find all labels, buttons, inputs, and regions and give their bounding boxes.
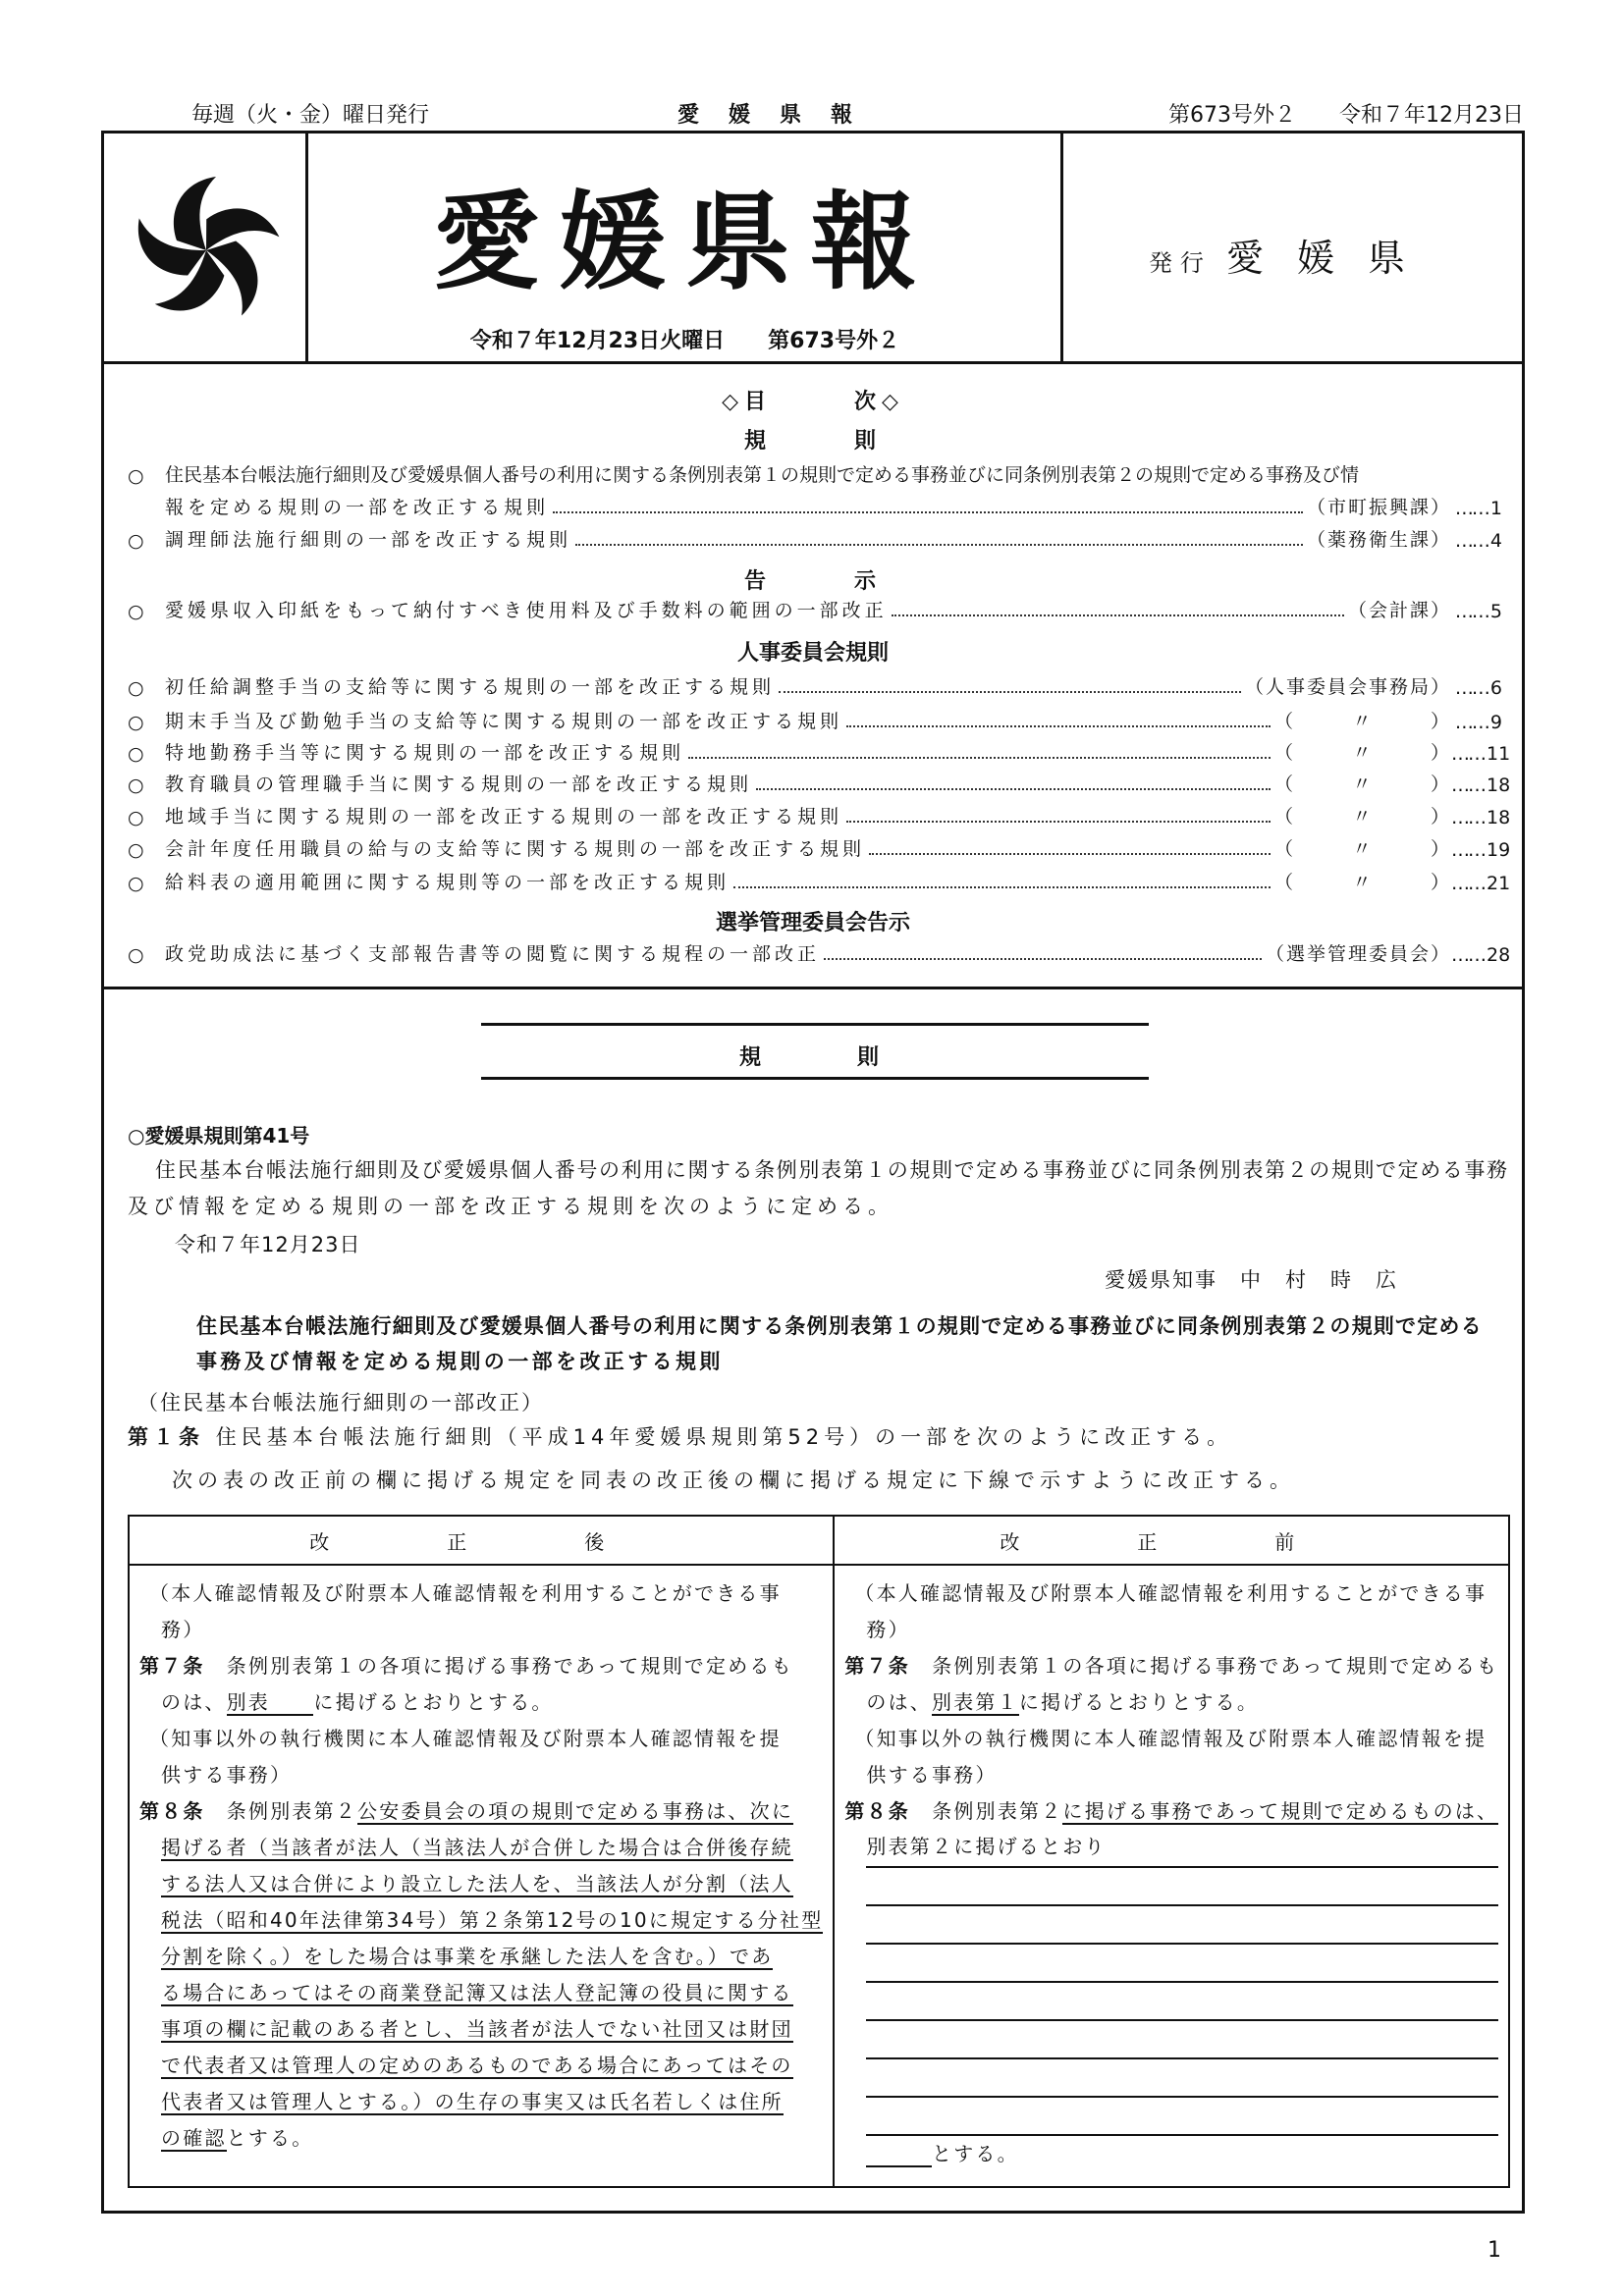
table-line (139, 1757, 823, 1793)
toc-item-dept: （ 〃 ） (1274, 738, 1451, 765)
ditto-mark: 〃 (1352, 872, 1374, 893)
toc-item-title: 報を定める規則の一部を改正する規則 (165, 497, 550, 518)
table-text: （本人確認情報及び附票本人確認情報を利用することができる事 (854, 1581, 1488, 1605)
table-text: 別表第２に掲げるとおり (866, 1835, 1107, 1858)
section-rule-bottom (481, 1077, 1149, 1080)
signer: 愛媛県知事 中 村 時 広 (1105, 1268, 1398, 1292)
table-line (139, 2084, 823, 2120)
table-text: 務） (161, 1618, 205, 1641)
toc-item-page: …… 1 (1451, 498, 1502, 519)
dot-leader (733, 886, 1271, 888)
table-line (844, 1612, 1498, 1648)
toc-item-title: 地域手当に関する規則の一部を改正する規則の一部を改正する規則 (165, 806, 843, 828)
article-label: 第７条 (844, 1654, 911, 1678)
table-line (139, 2011, 823, 2048)
table-line (844, 1721, 1498, 1757)
underlined-amendment: 事項の欄に記載のある者とし、当該者が法人でない社団又は財団 (161, 2017, 793, 2041)
toc-item-dept: （市町振興課） (1306, 497, 1451, 518)
ditto-mark: 〃 (1352, 742, 1374, 764)
table-line (139, 1866, 823, 1902)
table-line (139, 1648, 823, 1684)
dot-leader (824, 958, 1262, 960)
bullet-circle-icon: ○ (128, 944, 144, 966)
publisher (1062, 228, 1525, 282)
section-heading: 規 則 (738, 1045, 887, 1070)
table-text: のは、 (161, 1690, 227, 1714)
toc-item-title: 会計年度任用職員の給与の支給等に関する規則の一部を改正する規則 (165, 838, 866, 860)
article-label: 第８条 (139, 1799, 205, 1823)
toc-item[interactable] (128, 869, 1511, 894)
toc-item-page: …… 6 (1451, 677, 1502, 699)
preamble-line: 及び情報を定める規則の一部を改正する規則を次のように定める。 (128, 1195, 893, 1218)
table-line (844, 1793, 1498, 1830)
toc-item-title: 調理師法施行細則の一部を改正する規則 (165, 529, 572, 551)
toc-item-page: …… 18 (1451, 807, 1502, 828)
table-line (866, 2098, 1498, 2136)
table-line (866, 2021, 1498, 2059)
table-text: のは、 (866, 1690, 933, 1714)
table-line (844, 1684, 1498, 1721)
dot-leader (846, 725, 1271, 727)
toc-item-title: 住民基本台帳法施行細則及び愛媛県個人番号の利用に関する条例別表第１の規則で定める事務並びに同条例別表第２の規則で定める事務及び情 (165, 464, 1360, 486)
table-line (139, 1793, 823, 1830)
toc-item[interactable] (128, 673, 1502, 699)
dot-leader (553, 511, 1303, 513)
toc-item-page: …… 18 (1451, 774, 1502, 796)
table-line (866, 1906, 1498, 1945)
bullet-circle-icon: ○ (128, 601, 144, 622)
table-text: （知事以外の執行機関に本人確認情報及び附票本人確認情報を提 (854, 1727, 1488, 1750)
toc-section-title: 規 則 (743, 429, 882, 454)
article-1 (128, 1421, 1232, 1451)
toc-item-page: …… 9 (1451, 712, 1502, 733)
table-line (139, 2120, 823, 2157)
toc-item-dept: （会計課） (1347, 600, 1451, 621)
article-label: 第７条 (139, 1654, 205, 1678)
toc-item-title: 愛媛県収入印紙をもって納付すべき使用料及び手数料の範囲の一部改正 (165, 600, 888, 621)
column-header-before: 改 正 前 (834, 1516, 1509, 1565)
toc-item-page: …… 21 (1451, 873, 1502, 894)
table-line (139, 1939, 823, 1975)
ditto-mark: 〃 (1352, 838, 1374, 860)
toc-heading: ◇目 次◇ (722, 390, 904, 414)
before-column (834, 1565, 1509, 2187)
underlined-amendment: 別表 (226, 1690, 314, 1714)
amending-regulation-title: 住民基本台帳法施行細則及び愛媛県個人番号の利用に関する条例別表第１の規則で定める事務並びに同条例別表第２の規則で定める (196, 1314, 1483, 1338)
toc-item[interactable] (128, 739, 1511, 765)
toc-item-continued[interactable] (128, 494, 1502, 519)
publication-frequency: 毎週（火・金）曜日発行 (191, 103, 430, 128)
toc-item-dept: （ 〃 ） (1274, 707, 1451, 733)
table-line (139, 1975, 823, 2011)
table-line (866, 1983, 1498, 2021)
comparison-table (128, 1515, 1510, 2188)
underlined-amendment: に掲げる事務であって規則で定めるものは、 (1062, 1799, 1499, 1823)
table-text: 条例別表第１の各項に掲げる事務であって規則で定めるも (910, 1654, 1499, 1678)
table-line (844, 1575, 1498, 1612)
regulation-number: ○愛媛県規則第41号 (128, 1124, 310, 1148)
underlined-amendment: する法人又は合併により設立した法人を、当該法人が分割（法人 (161, 1872, 793, 1896)
toc-item-title: 初任給調整手当の支給等に関する規則の一部を改正する規則 (165, 676, 776, 698)
table-text: 条例別表第２ (204, 1799, 358, 1823)
dot-leader (892, 614, 1344, 616)
amendment-instruction: 次の表の改正前の欄に掲げる規定を同表の改正後の欄に掲げる規定に下線で示すように改正する。 (172, 1468, 1295, 1492)
prefecture-emblem-logo (128, 172, 285, 329)
table-line (139, 1721, 823, 1757)
toc-item-dept: （薬務衛生課） (1306, 529, 1451, 551)
toc-item-page: …… 11 (1451, 743, 1502, 765)
underlined-amendment: る場合にあってはその商業登記簿又は法人登記簿の役員に関する (161, 1981, 793, 2004)
table-text: 条例別表第２ (910, 1799, 1063, 1823)
bullet-circle-icon: ○ (128, 873, 144, 894)
page-number: 1 (1488, 2238, 1501, 2263)
article-caption: （住民基本台帳法施行細則の一部改正） (137, 1391, 544, 1415)
table-text: に掲げるとおりとする。 (1018, 1690, 1260, 1714)
table-text: 条例別表第１の各項に掲げる事務であって規則で定めるも (204, 1654, 793, 1678)
toc-item-page: …… 4 (1451, 530, 1502, 552)
table-line (139, 1575, 823, 1612)
publisher-name: 愛媛県 (1226, 237, 1439, 280)
toc-item-dept: （ 〃 ） (1274, 834, 1451, 861)
toc-section-title: 告 示 (743, 569, 882, 594)
toc-item-dept: （ 〃 ） (1274, 802, 1451, 828)
toc-item-page: …… 19 (1451, 839, 1502, 861)
table-text: （本人確認情報及び附票本人確認情報を利用することができる事 (149, 1581, 782, 1605)
dot-leader (779, 691, 1241, 693)
toc-item-title: 政党助成法に基づく支部報告書等の閲覧に関する規程の一部改正 (165, 943, 821, 965)
bullet-circle-icon: ○ (128, 465, 144, 487)
table-text: 供する事務） (161, 1763, 293, 1787)
table-text: 務） (866, 1618, 910, 1641)
toc-section-title: 人事委員会規則 (736, 641, 889, 666)
table-line (844, 2136, 1498, 2172)
section-rule-top (481, 1023, 1149, 1026)
table-line (139, 1612, 823, 1648)
table-line (866, 2059, 1498, 2098)
article-text: 住民基本台帳法施行細則（平成14年愛媛県規則第52号）の一部を次のように改正する。 (215, 1425, 1233, 1449)
table-line (866, 1868, 1498, 1906)
dot-leader (688, 757, 1271, 759)
toc-item-title: 期末手当及び勤勉手当の支給等に関する規則の一部を改正する規則 (165, 711, 843, 732)
column-header-after: 改 正 後 (129, 1516, 834, 1565)
toc-item[interactable] (128, 461, 1502, 487)
bullet-circle-icon: ○ (128, 774, 144, 796)
masthead-bottom-rule (101, 361, 1525, 364)
toc-item[interactable] (128, 526, 1502, 552)
toc-item-page: …… 28 (1451, 944, 1502, 966)
toc-item-title: 給料表の適用範囲に関する規則等の一部を改正する規則 (165, 872, 730, 893)
toc-item-page: …… 5 (1451, 601, 1502, 622)
masthead-title: 愛媛県報 (433, 182, 937, 304)
toc-item-dept: （ 〃 ） (1274, 868, 1451, 894)
toc-section-title: 選挙管理委員会告示 (715, 911, 910, 935)
dot-leader (869, 853, 1271, 855)
toc-item-dept: （人事委員会事務局） (1244, 676, 1451, 698)
toc-item-dept: （ 〃 ） (1274, 770, 1451, 796)
dot-leader (846, 821, 1271, 823)
toc-item-title: 特地勤務手当等に関する規則の一部を改正する規則 (165, 742, 685, 764)
article-label: 第８条 (844, 1799, 911, 1823)
toc-item[interactable] (128, 771, 1511, 796)
underlined-amendment: の確認 (161, 2126, 227, 2150)
ditto-mark: 〃 (1352, 711, 1374, 732)
toc-item-title: 教育職員の管理職手当に関する規則の一部を改正する規則 (165, 774, 753, 795)
underlined-amendment: 掲げる者（当該者が法人（当該法人が合併した場合は合併後存続 (161, 1836, 793, 1859)
bullet-circle-icon: ○ (128, 807, 144, 828)
table-line (844, 1757, 1498, 1793)
dot-leader (756, 788, 1271, 790)
publisher-label: 発行 (1148, 249, 1212, 277)
toc-item[interactable] (128, 597, 1502, 622)
underlined-amendment: で代表者又は管理人の定めのあるものである場合にあってはその (161, 2054, 793, 2077)
underlined-amendment: 別表第１ (932, 1690, 1019, 1714)
underlined-amendment: 公安委員会の項の規則で定める事務は、次に (357, 1799, 794, 1823)
amending-regulation-title: 事務及び情報を定める規則の一部を改正する規則 (196, 1350, 724, 1373)
running-paper-name: 愛 媛 県 報 (677, 103, 857, 128)
underlined-amendment: 分割を除く。）をした場合は事業を承継した法人を含む。）であ (161, 1945, 774, 1968)
table-text: 供する事務） (866, 1763, 998, 1787)
bullet-circle-icon: ○ (128, 839, 144, 861)
table-line (844, 1648, 1498, 1684)
toc-item[interactable] (128, 803, 1511, 828)
bullet-circle-icon: ○ (128, 712, 144, 733)
bullet-circle-icon: ○ (128, 530, 144, 552)
table-text: に掲げるとおりとする。 (313, 1690, 554, 1714)
dot-leader (575, 544, 1303, 546)
toc-item[interactable] (128, 708, 1502, 733)
toc-item[interactable] (128, 940, 1511, 966)
enactment-date: 令和７年12月23日 (175, 1233, 361, 1256)
bullet-circle-icon: ○ (128, 743, 144, 765)
table-line (139, 1902, 823, 1939)
table-line (139, 1684, 823, 1721)
preamble-line: 住民基本台帳法施行細則及び愛媛県個人番号の利用に関する条例別表第１の規則で定める事務並びに同条例別表第２の規則で定める事務 (155, 1158, 1509, 1182)
bullet-circle-icon: ○ (128, 677, 144, 699)
underlined-amendment (866, 2142, 932, 2167)
ditto-mark: 〃 (1352, 806, 1374, 828)
toc-item[interactable] (128, 835, 1511, 861)
table-text: （知事以外の執行機関に本人確認情報及び附票本人確認情報を提 (149, 1727, 782, 1750)
table-line (139, 1830, 823, 1866)
ditto-mark: 〃 (1352, 774, 1374, 795)
article-label: 第１条 (128, 1425, 204, 1449)
table-line (866, 1945, 1498, 1983)
underlined-amendment: 代表者又は管理人とする。）の生存の事実又は氏名若しくは住所 (161, 2090, 784, 2113)
after-column (129, 1565, 834, 2187)
underlined-amendment: 税法（昭和40年法律第34号）第２条第12号の10に規定する分社型 (161, 1908, 824, 1932)
table-text: とする。 (226, 2126, 314, 2150)
issue-and-date: 第673号外２ 令和７年12月23日 (1168, 103, 1524, 128)
table-line (139, 2048, 823, 2084)
table-line (866, 1830, 1498, 1868)
table-text: とする。 (932, 2142, 1019, 2165)
toc-item-dept: （選挙管理委員会） (1265, 943, 1451, 965)
masthead-date-line: 令和７年12月23日火曜日 第673号外２ (469, 329, 900, 353)
toc-divider (101, 987, 1525, 989)
